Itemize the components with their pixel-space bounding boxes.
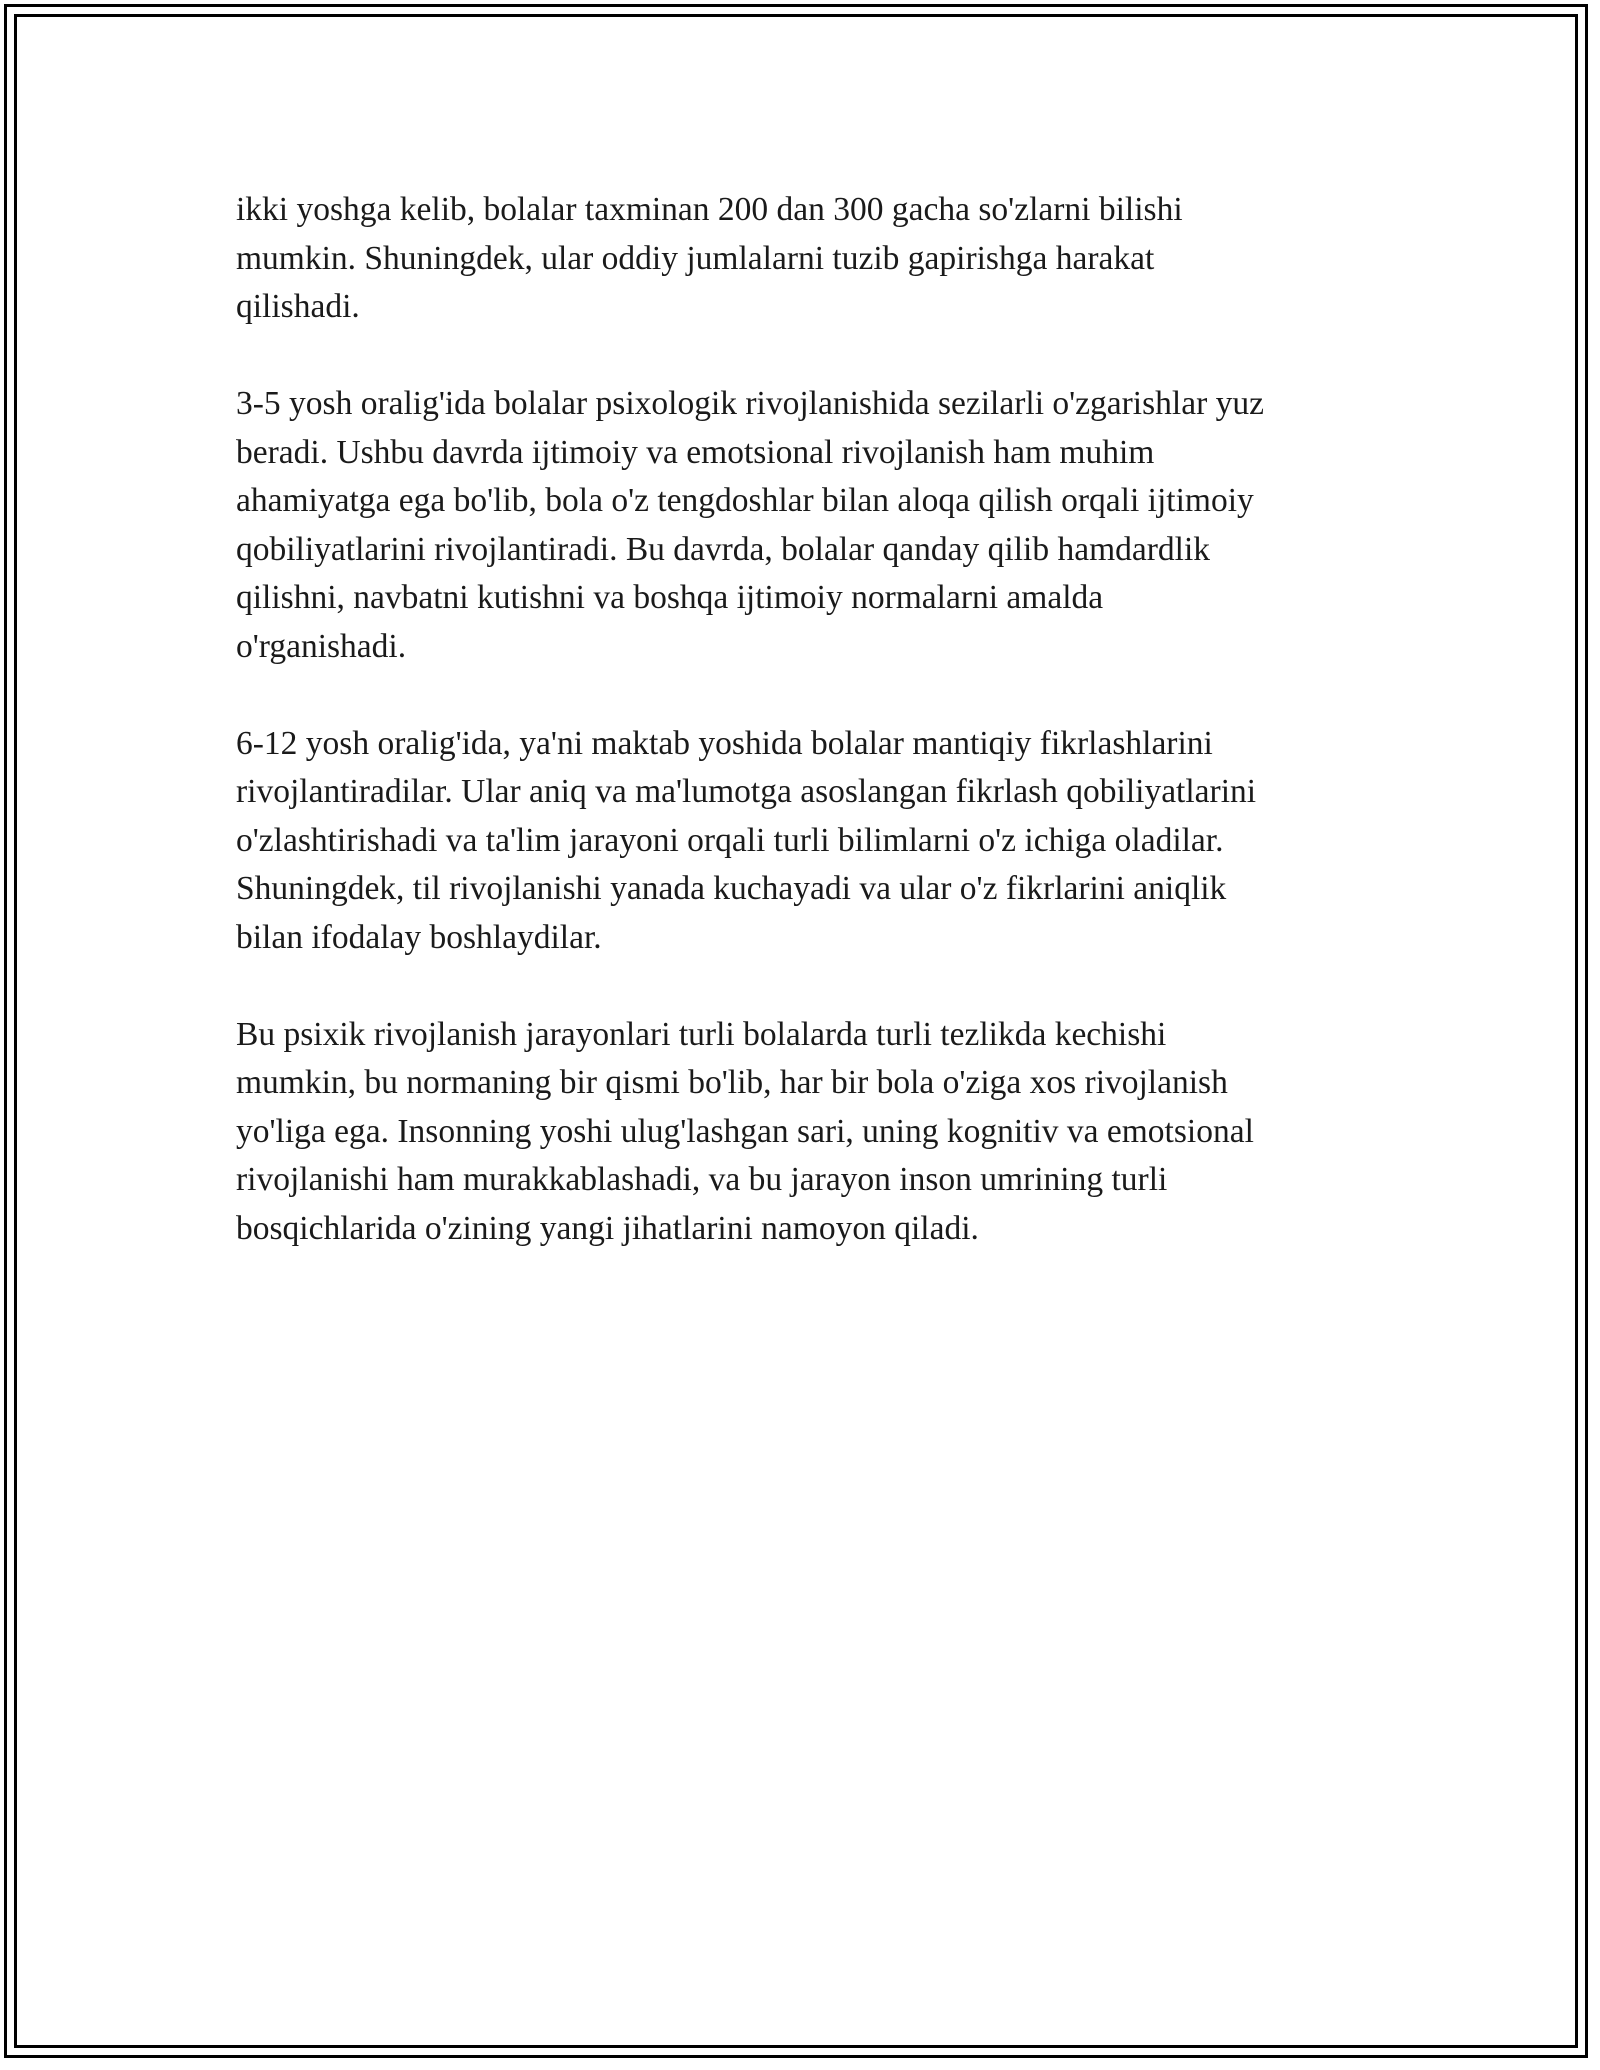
document-body bbox=[236, 186, 1366, 1302]
paragraph-1: ikki yoshga kelib, bolalar taxminan 200 dan 300 gacha so'zlarni bilishi mumkin. Shuningdek, ular oddiy jumlalarni tuzib gapirishga harakat qilishadi. bbox=[236, 191, 1183, 325]
paragraph-2: 3-5 yosh oralig'ida bolalar psixologik rivojlanishida sezilarli o'zgarishlar yuz beradi. Ushbu davrda ijtimoiy va emotsional rivojlanish ham muhim ahamiyatga ega bo'lib, bola o'z tengdoshlar bilan aloqa qilish orqali ijtimoiy qobiliyatlarini rivojlantiradi. Bu davrda, bolalar qanday qilib hamdardlik qilishni, navbatni kutishni va boshqa ijtimoiy normalarni amalda o'rganishadi. bbox=[236, 385, 1264, 665]
paragraph-3: 6-12 yosh oralig'ida, ya'ni maktab yoshida bolalar mantiqiy fikrlashlarini rivojlantiradilar. Ular aniq va ma'lumotga asoslangan fikrlash qobiliyatlarini o'zlashtirishadi va ta'lim jarayoni orqali turli bilimlarni o'z ichiga oladilar. Shuningdek, til rivojlanishi yanada kuchayadi va ular o'z fikrlarini aniqlik bilan ifodalay boshlaydilar. bbox=[236, 724, 1257, 956]
paragraph-4: Bu psixik rivojlanish jarayonlari turli bolalarda turli tezlikda kechishi mumkin, bu normaning bir qismi bo'lib, har bir bola o'ziga xos rivojlanish yo'liga ega. Insonning yoshi ulug'lashgan sari, uning kognitiv va emotsional rivojlanishi ham murakkablashadi, va bu jarayon inson umrining turli bosqichlarida o'zining yangi jihatlarini namoyon qiladi. bbox=[236, 1015, 1254, 1247]
